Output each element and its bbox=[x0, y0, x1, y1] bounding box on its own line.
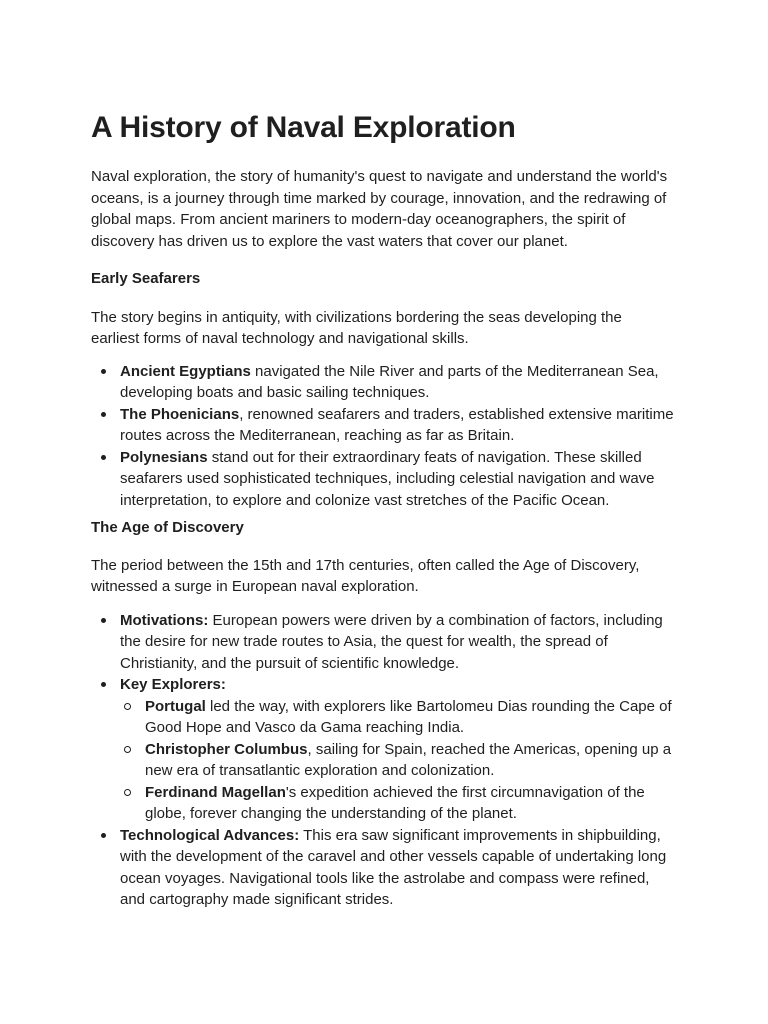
list-item-bold: Motivations: bbox=[120, 611, 209, 629]
section-heading-early-seafarers: Early Seafarers bbox=[91, 270, 201, 287]
list-item bbox=[91, 610, 674, 675]
list-item-text: stand out for their extraordinary feats of navigation. These skilled seafarers used sophisticated techniques, including celestial navigation and wave interpretation, to explore and colonize vast stretches of the Pacific Ocean. bbox=[120, 448, 655, 509]
list-item-text: , renowned seafarers and traders, established extensive maritime routes across the Mediterranean, reaching as far as Britain. bbox=[120, 405, 674, 444]
list-item bbox=[91, 825, 674, 911]
early-seafarers-paragraph: The story begins in antiquity, with civilizations bordering the seas developing the earliest forms of naval technology and navigational skills. bbox=[91, 308, 622, 347]
list-item bbox=[91, 361, 674, 404]
list-item-bold: Technological Advances: bbox=[120, 826, 300, 844]
age-of-discovery-list bbox=[91, 610, 674, 911]
list-item-text: European powers were driven by a combination of factors, including the desire for new trade routes to Asia, the quest for wealth, the spread of Christianity, and the pursuit of scientific knowledge. bbox=[120, 611, 663, 672]
intro-paragraph: Naval exploration, the story of humanity's quest to navigate and understand the world's oceans, is a journey through time marked by courage, innovation, and the redrawing of global maps. From ancient mariners to modern-day oceanographers, the spirit of discovery has driven us to explore the vast waters that cover our planet. bbox=[91, 168, 668, 250]
sublist-item bbox=[120, 782, 674, 825]
list-item-text: led the way, with explorers like Bartolomeu Dias rounding the Cape of Good Hope and Vasco da Gama reaching India. bbox=[145, 697, 672, 736]
list-item bbox=[91, 404, 674, 447]
list-item bbox=[91, 674, 674, 825]
list-item-text: 's expedition achieved the first circumnavigation of the globe, forever changing the understanding of the planet. bbox=[145, 783, 645, 822]
list-item bbox=[91, 447, 674, 512]
list-item-bold: Ferdinand Magellan bbox=[145, 783, 286, 801]
sublist-item bbox=[120, 739, 674, 782]
list-item-bold: The Phoenicians bbox=[120, 405, 240, 423]
list-item-text: This era saw significant improvements in shipbuilding, with the development of the caravel and other vessels capable of undertaking long ocean voyages. Navigational tools like the astrolabe and compass were refined, and cartography made significant strides. bbox=[120, 826, 667, 908]
sublist-item bbox=[120, 696, 674, 739]
list-item-bold: Key Explorers: bbox=[120, 676, 226, 693]
list-item-text: , sailing for Spain, reached the Americas, opening up a new era of transatlantic exploration and colonization. bbox=[145, 740, 672, 779]
early-seafarers-list bbox=[91, 361, 674, 512]
list-item-text: navigated the Nile River and parts of the Mediterranean Sea, developing boats and basic sailing techniques. bbox=[120, 362, 659, 401]
section-heading-age-of-discovery: The Age of Discovery bbox=[91, 519, 244, 536]
list-item-bold: Ancient Egyptians bbox=[120, 362, 251, 380]
list-item-bold: Portugal bbox=[145, 697, 206, 715]
age-of-discovery-paragraph: The period between the 15th and 17th centuries, often called the Age of Discovery, witnessed a surge in European naval exploration. bbox=[91, 556, 640, 595]
key-explorers-sublist bbox=[120, 696, 674, 825]
page-title: A History of Naval Exploration bbox=[91, 111, 516, 144]
list-item-bold: Christopher Columbus bbox=[145, 740, 308, 758]
list-item-bold: Polynesians bbox=[120, 448, 208, 466]
